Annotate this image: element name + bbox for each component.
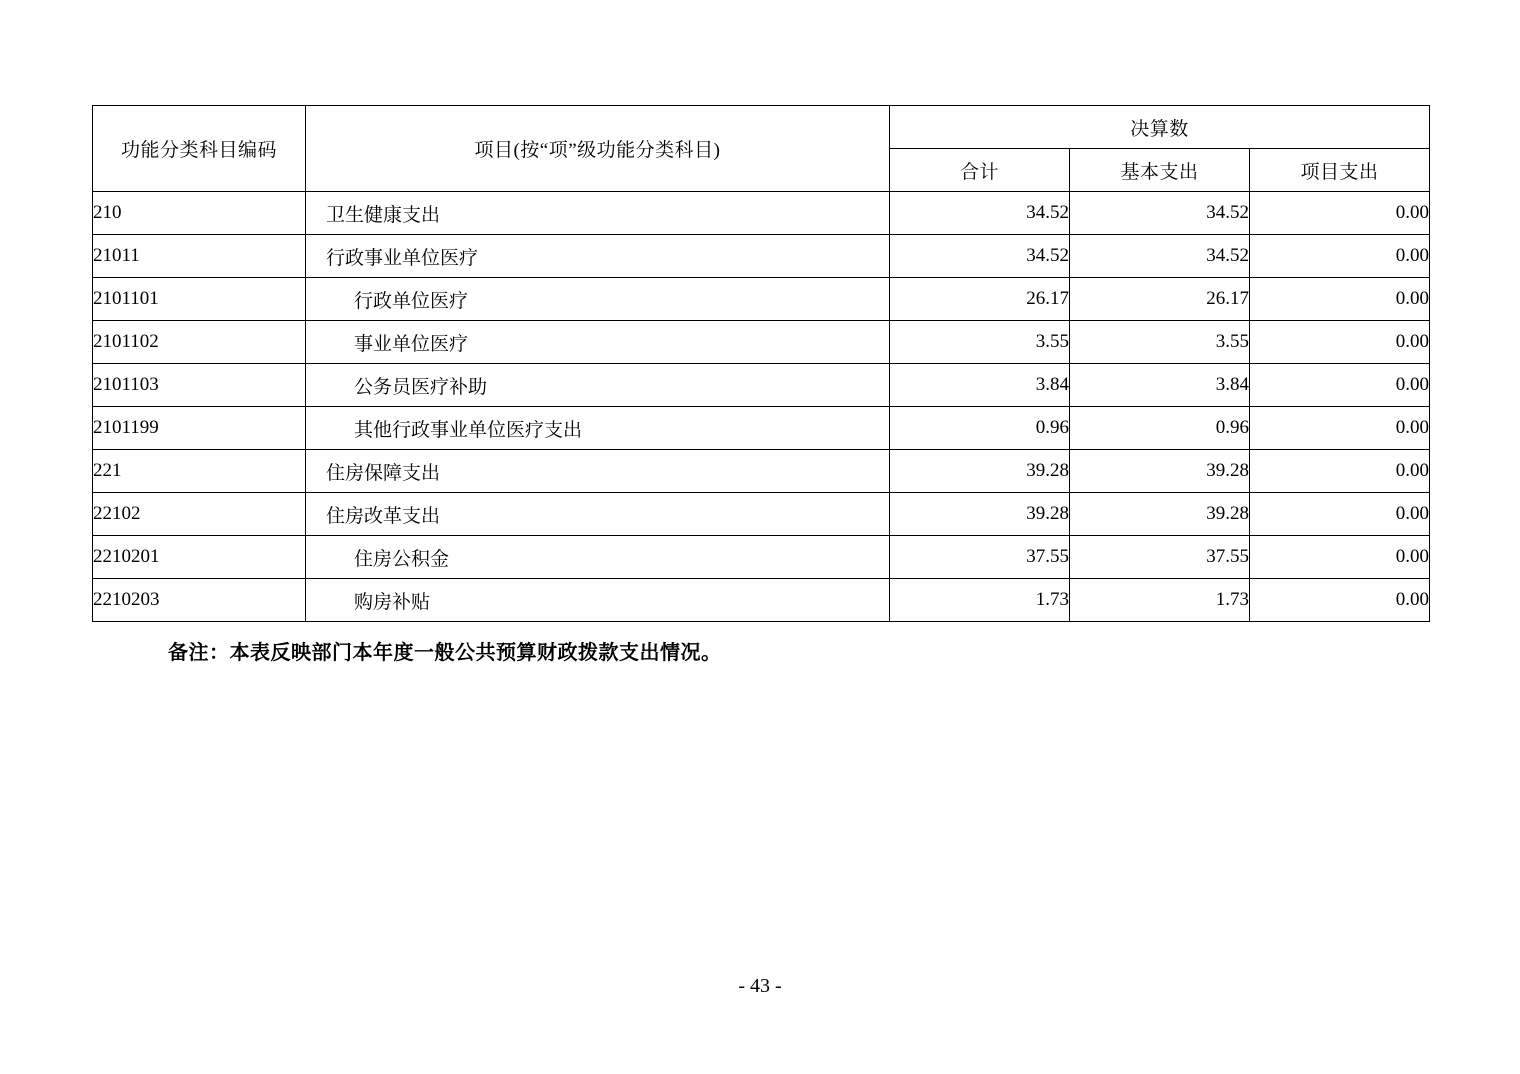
table-row (93, 235, 1430, 278)
column-header-group-final-amount: 决算数 (890, 106, 1430, 149)
cell-total: 3.55 (890, 321, 1070, 364)
cell-code: 2210203 (93, 579, 306, 622)
cell-basic: 34.52 (1070, 235, 1250, 278)
cell-total: 37.55 (890, 536, 1070, 579)
cell-project: 0.00 (1250, 364, 1430, 407)
table-note: 备注：本表反映部门本年度一般公共预算财政拨款支出情况。 (168, 642, 722, 664)
cell-project: 0.00 (1250, 192, 1430, 235)
cell-basic: 3.55 (1070, 321, 1250, 364)
cell-total: 0.96 (890, 407, 1070, 450)
cell-total: 39.28 (890, 493, 1070, 536)
cell-item: 购房补贴 (306, 579, 890, 622)
page-number: - 43 - (738, 975, 782, 997)
cell-project: 0.00 (1250, 321, 1430, 364)
cell-code: 2101199 (93, 407, 306, 450)
table-row (93, 278, 1430, 321)
cell-project: 0.00 (1250, 536, 1430, 579)
cell-project: 0.00 (1250, 450, 1430, 493)
cell-item: 住房公积金 (306, 536, 890, 579)
table-row (93, 536, 1430, 579)
column-header-code: 功能分类科目编码 (93, 106, 306, 192)
cell-code: 2101101 (93, 278, 306, 321)
table-row (93, 407, 1430, 450)
cell-total: 34.52 (890, 192, 1070, 235)
cell-item: 行政事业单位医疗 (306, 235, 890, 278)
budget-expenditure-table (92, 105, 1430, 622)
cell-basic: 39.28 (1070, 450, 1250, 493)
cell-item: 其他行政事业单位医疗支出 (306, 407, 890, 450)
cell-code: 2101103 (93, 364, 306, 407)
table-row (93, 579, 1430, 622)
cell-total: 1.73 (890, 579, 1070, 622)
table-body (93, 192, 1430, 622)
cell-basic: 34.52 (1070, 192, 1250, 235)
cell-total: 26.17 (890, 278, 1070, 321)
cell-basic: 39.28 (1070, 493, 1250, 536)
cell-code: 21011 (93, 235, 306, 278)
cell-basic: 1.73 (1070, 579, 1250, 622)
cell-item: 住房保障支出 (306, 450, 890, 493)
cell-item: 行政单位医疗 (306, 278, 890, 321)
table-row (93, 192, 1430, 235)
table-row (93, 450, 1430, 493)
cell-basic: 26.17 (1070, 278, 1250, 321)
column-header-basic-expenditure: 基本支出 (1070, 149, 1250, 192)
cell-item: 住房改革支出 (306, 493, 890, 536)
cell-item: 公务员医疗补助 (306, 364, 890, 407)
cell-total: 34.52 (890, 235, 1070, 278)
column-header-item: 项目(按“项”级功能分类科目) (306, 106, 890, 192)
cell-project: 0.00 (1250, 579, 1430, 622)
table-header (93, 106, 1430, 192)
table-row (93, 493, 1430, 536)
cell-code: 221 (93, 450, 306, 493)
cell-basic: 3.84 (1070, 364, 1250, 407)
column-header-total: 合计 (890, 149, 1070, 192)
cell-item: 事业单位医疗 (306, 321, 890, 364)
table-row (93, 321, 1430, 364)
cell-code: 22102 (93, 493, 306, 536)
cell-code: 2210201 (93, 536, 306, 579)
cell-basic: 37.55 (1070, 536, 1250, 579)
cell-project: 0.00 (1250, 493, 1430, 536)
cell-total: 3.84 (890, 364, 1070, 407)
column-header-project-expenditure: 项目支出 (1250, 149, 1430, 192)
cell-code: 210 (93, 192, 306, 235)
cell-project: 0.00 (1250, 278, 1430, 321)
cell-item: 卫生健康支出 (306, 192, 890, 235)
cell-project: 0.00 (1250, 235, 1430, 278)
cell-total: 39.28 (890, 450, 1070, 493)
cell-project: 0.00 (1250, 407, 1430, 450)
cell-basic: 0.96 (1070, 407, 1250, 450)
cell-code: 2101102 (93, 321, 306, 364)
table-row (93, 364, 1430, 407)
